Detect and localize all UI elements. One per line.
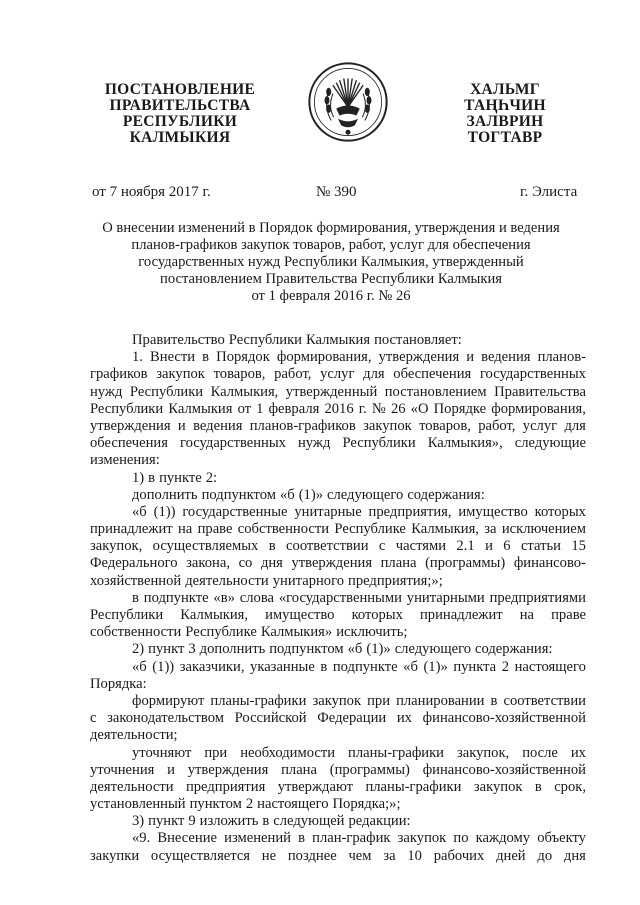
body-word: от — [237, 400, 252, 417]
document-city: г. Элиста — [520, 184, 578, 200]
body-word: 1) — [132, 469, 145, 486]
body-word: за — [383, 847, 396, 864]
body-word: Внести — [150, 349, 196, 366]
body-line — [90, 573, 586, 590]
header-right-line: ХАЛЬМГ — [470, 81, 540, 98]
body-word: обеспечения — [393, 366, 472, 383]
body-line — [90, 641, 586, 658]
body-word: планы-графики — [348, 744, 444, 761]
body-word: и — [485, 538, 493, 555]
header-russian-title — [100, 82, 260, 146]
body-word: закупок — [312, 692, 362, 709]
body-word: утвержденный — [285, 383, 378, 400]
body-word: (1)» — [423, 658, 448, 675]
body-word: осуществляемых — [152, 538, 259, 555]
body-word: при — [204, 744, 228, 761]
coat-of-arms-icon — [306, 60, 390, 144]
header-left-line: ПОСТАНОВЛЕНИЕ — [104, 81, 256, 98]
body-word: принадлежит — [419, 607, 503, 623]
body-word: плана — [380, 555, 417, 572]
body-word: «в» — [213, 589, 235, 606]
body-word: изложить — [199, 813, 259, 830]
body-word: срок, — [554, 778, 586, 795]
body-word: дополнить — [199, 641, 266, 658]
body-word: настоящего — [514, 658, 586, 675]
body-word: закупок — [473, 778, 523, 795]
body-word: в — [262, 813, 270, 830]
body-word: «б — [132, 658, 147, 675]
body-word: пункт — [148, 641, 185, 658]
body-line — [90, 693, 586, 710]
body-word: унитарными — [406, 589, 485, 606]
body-word: закупок — [156, 366, 205, 383]
body-word: 3) — [132, 813, 145, 830]
body-word: планов- — [537, 349, 586, 366]
body-line — [90, 848, 586, 865]
body-word: Российской — [234, 710, 307, 727]
body-word: Республики — [342, 435, 416, 452]
body-word: нужд — [298, 435, 331, 452]
body-word: деятельности — [90, 778, 174, 795]
body-word: услуг — [522, 417, 558, 434]
body-word: утверждения — [90, 417, 171, 434]
body-line — [90, 796, 586, 813]
body-word: изменения: — [90, 452, 160, 469]
body-word: графиков — [90, 366, 148, 383]
body-word: и — [177, 417, 186, 434]
body-word: праве — [551, 607, 586, 623]
document-title — [96, 220, 566, 305]
body-word: Правительство — [132, 332, 225, 348]
body-word: формирования, — [276, 349, 372, 366]
body-word: ведения — [481, 349, 531, 366]
body-word: по — [453, 830, 469, 847]
body-word: финансово- — [513, 555, 586, 572]
body-word: утверждения — [291, 555, 373, 572]
body-word: законодательством — [107, 710, 224, 727]
body-word: имущество — [265, 607, 335, 623]
body-line — [90, 487, 586, 504]
body-word: частями — [395, 538, 447, 555]
body-word: со — [238, 555, 253, 572]
body-word: осуществляется — [150, 847, 251, 864]
body-line — [90, 366, 586, 383]
body-word: на — [519, 607, 535, 623]
body-word: указанные — [250, 658, 315, 675]
title-line: от 1 февраля 2016 г. № 26 — [251, 288, 411, 304]
body-word: подпункте — [143, 589, 209, 606]
body-word: заказчики, — [179, 658, 245, 675]
body-word: для — [564, 417, 586, 434]
body-word: для — [363, 366, 385, 383]
body-word: государственные — [182, 503, 288, 520]
body-word: слова — [239, 589, 274, 606]
body-word: соответствии — [286, 538, 369, 555]
body-word: Порядок — [216, 349, 270, 366]
body-word: принадлежит — [90, 521, 173, 538]
body-line — [90, 332, 586, 349]
body-word: «государственными — [278, 589, 402, 606]
body-word: «б — [403, 658, 418, 675]
body-word: статьи — [520, 538, 561, 555]
header-right-line: ЗАЛВРИН — [466, 113, 544, 130]
body-word: Республике — [334, 521, 406, 538]
body-word: Правительства — [494, 383, 586, 400]
body-word: 15 — [571, 538, 586, 555]
body-word: № — [371, 400, 386, 417]
body-word: Калмыкия — [305, 332, 371, 348]
body-line — [90, 590, 586, 607]
body-line — [90, 607, 586, 624]
body-word: (1)» — [366, 641, 391, 658]
body-word: пунктом — [189, 796, 242, 813]
body-word: дополнить — [132, 486, 198, 503]
body-line — [90, 710, 586, 727]
body-word: 2 — [501, 658, 510, 675]
body-word: которых — [534, 503, 586, 520]
body-word: предприятия, — [368, 503, 452, 520]
body-line — [90, 401, 586, 418]
document-body — [90, 332, 586, 865]
body-word: Федерации — [317, 710, 387, 727]
document-number: № 390 — [316, 184, 357, 200]
body-word: объекту — [537, 830, 586, 847]
body-word: пункта — [453, 658, 497, 675]
body-word: следующего — [394, 641, 471, 658]
body-word: утверждения — [187, 761, 269, 778]
body-word: и — [466, 349, 475, 366]
body-word: унитарные — [294, 503, 362, 520]
body-word: 2: — [205, 469, 218, 486]
body-word: соответствии — [503, 692, 586, 709]
body-word: план-график — [312, 830, 391, 847]
body-word: формирования, — [491, 400, 586, 417]
body-word: уточняют — [132, 744, 192, 761]
body-word: работ, — [274, 366, 312, 383]
body-line — [90, 745, 586, 762]
body-line — [90, 830, 586, 847]
body-word: планы-графики — [365, 778, 462, 795]
body-word: имущество — [458, 503, 528, 520]
body-word: ведения — [193, 417, 243, 434]
body-line — [90, 349, 586, 366]
body-word: 2 — [245, 796, 254, 813]
body-word: «б — [132, 503, 147, 520]
body-word: закона, — [186, 555, 230, 572]
body-word: унитарного — [272, 572, 345, 589]
body-word: в — [534, 778, 542, 795]
body-word: закупок, — [456, 744, 510, 761]
body-word: их — [396, 710, 412, 727]
header-right-line: ТОГТАВР — [467, 129, 543, 146]
body-word: 1. — [132, 349, 143, 366]
header-left-line: РЕСПУБЛИКИ — [122, 113, 238, 130]
body-word: изменений — [224, 830, 291, 847]
body-word: рабочих — [433, 847, 485, 864]
body-word: формируют — [132, 692, 205, 709]
body-word: нужд — [90, 383, 123, 400]
body-word: настоящего — [257, 796, 329, 813]
body-word: при — [367, 692, 391, 709]
body-word: следующей — [273, 813, 345, 830]
body-word: праве — [197, 521, 233, 538]
body-line — [90, 538, 586, 555]
body-word: «О — [410, 400, 429, 417]
body-word: Республики — [90, 607, 164, 623]
body-word: на — [177, 521, 193, 538]
body-word: с — [90, 710, 97, 727]
body-word: планы-графики — [210, 692, 307, 709]
body-word: «б — [279, 486, 295, 503]
body-word: закупок — [397, 830, 447, 847]
title-line: постановлением Правительства Республики Калмыкия — [160, 271, 502, 287]
body-word: 26 — [390, 400, 406, 417]
body-word: пункт — [148, 813, 185, 830]
body-word: постановляет: — [374, 332, 462, 348]
body-word: 2) — [132, 641, 145, 658]
body-word: дня — [260, 555, 283, 572]
body-word: Порядка: — [90, 675, 147, 692]
body-word: в — [490, 692, 498, 709]
body-word: Калмыкия, — [411, 521, 479, 538]
body-word: в — [148, 469, 156, 486]
body-word: товаров, — [213, 366, 266, 383]
body-word: в — [202, 349, 210, 366]
header-left-line: ПРАВИТЕЛЬСТВА — [109, 97, 251, 114]
body-word: Калмыкия», — [427, 435, 503, 452]
body-word: в — [320, 658, 328, 675]
body-word: государственных — [179, 435, 286, 452]
body-word: подпунктом — [201, 486, 276, 503]
title-line: государственных нужд Республики Калмыкия, утвержденный — [138, 254, 524, 270]
body-line — [90, 659, 586, 676]
body-word: (1)) — [153, 503, 176, 520]
body-word: чем — [348, 847, 372, 864]
body-word: закупок, — [90, 538, 143, 555]
body-word: Калмыкия — [168, 400, 233, 417]
body-word: Калмыкия» — [260, 624, 333, 641]
body-word: Республике — [185, 624, 257, 641]
body-word: 10 — [407, 847, 422, 864]
body-word: 2016 — [324, 400, 354, 417]
body-line — [90, 521, 586, 538]
body-word: исключить; — [336, 624, 408, 641]
body-word: Республики — [228, 332, 302, 348]
header-right-line: ТАҢҺЧИН — [464, 97, 546, 114]
body-word: плана — [281, 761, 317, 778]
body-word: Порядке — [433, 400, 487, 417]
body-word: «9. — [132, 830, 151, 847]
body-word: в — [268, 538, 276, 555]
body-word: не — [261, 847, 277, 864]
body-word: г. — [358, 400, 367, 417]
body-word: в — [298, 830, 306, 847]
body-line — [90, 555, 586, 572]
body-line — [90, 727, 586, 744]
body-word: (программы) — [329, 761, 410, 778]
body-word: Калмыкия, — [210, 383, 279, 400]
body-word: планировании — [396, 692, 485, 709]
body-word: услуг — [320, 366, 355, 383]
body-word: предприятиями — [489, 589, 586, 606]
body-word: 9 — [188, 813, 196, 830]
body-word: 2.1 — [456, 538, 475, 555]
body-word: 1 — [256, 400, 264, 417]
body-word: дня — [563, 847, 586, 864]
body-word: Порядка;»; — [332, 796, 401, 813]
body-word: каждому — [475, 830, 531, 847]
title-line: планов-графиков закупок товаров, работ, услуг для обеспечения — [131, 237, 531, 253]
body-word: закупок — [363, 417, 412, 434]
body-word: (1)» — [298, 486, 324, 503]
body-word: обеспечения — [90, 435, 168, 452]
body-word: (1)) — [152, 658, 175, 675]
body-word: подпункте — [332, 658, 398, 675]
body-word: утверждения — [378, 349, 460, 366]
body-line — [90, 452, 586, 469]
body-word: работ, — [478, 417, 516, 434]
body-word: необходимости — [240, 744, 336, 761]
body-word: утверждают — [277, 778, 354, 795]
body-word: Федерального — [90, 555, 178, 572]
body-word: исключением — [501, 521, 586, 538]
body-word: установленный — [90, 796, 186, 813]
body-word: позднее — [287, 847, 337, 864]
body-line — [90, 470, 586, 487]
body-word: финансово-хозяйственной — [422, 761, 586, 778]
body-word: постановлением — [384, 383, 487, 400]
body-line — [90, 418, 586, 435]
header-kalmyk-title — [440, 82, 570, 146]
body-word: следующего — [327, 486, 404, 503]
body-word: закупки — [90, 847, 140, 864]
body-word: «б — [347, 641, 363, 658]
body-word: планов-графиков — [249, 417, 356, 434]
title-line: О внесении изменений в Порядок формирования, утверждения и ведения — [102, 220, 560, 236]
body-word: 6 — [503, 538, 511, 555]
body-word: предприятия;»; — [348, 572, 443, 589]
body-line — [90, 624, 586, 641]
body-line — [90, 762, 586, 779]
body-word: собственности — [237, 521, 330, 538]
body-word: пункте — [159, 469, 202, 486]
body-word: деятельности; — [90, 727, 178, 744]
body-word: февраля — [268, 400, 320, 417]
body-word: государственных — [479, 366, 586, 383]
body-line — [90, 384, 586, 401]
body-word: подпунктом — [269, 641, 344, 658]
body-word: 3 — [188, 641, 196, 658]
body-word: собственности — [90, 624, 182, 641]
body-word: хозяйственной — [90, 572, 182, 589]
body-word: предприятия — [185, 778, 266, 795]
body-word: Республики — [129, 383, 204, 400]
body-word: за — [484, 521, 497, 538]
body-word: Республики — [90, 400, 164, 417]
body-line — [90, 676, 586, 693]
body-word: Калмыкия, — [180, 607, 249, 623]
body-line — [90, 813, 586, 830]
header-left-line: КАЛМЫКИЯ — [129, 129, 231, 146]
body-word: уточнения — [90, 761, 155, 778]
body-line — [90, 504, 586, 521]
body-word: финансово-хозяйственной — [422, 710, 586, 727]
body-word: в — [132, 589, 139, 606]
body-line — [90, 779, 586, 796]
body-word: редакции: — [348, 813, 411, 830]
body-word: которых — [351, 607, 403, 623]
document-date: от 7 ноября 2017 г. — [92, 184, 211, 200]
body-word: и — [167, 761, 175, 778]
body-word: их — [570, 744, 586, 761]
body-word: деятельности — [185, 572, 269, 589]
body-line — [90, 435, 586, 452]
body-word: дней — [496, 847, 526, 864]
body-word: (программы) — [425, 555, 506, 572]
body-word: следующие — [514, 435, 586, 452]
body-word: Внесение — [157, 830, 218, 847]
body-word: с — [378, 538, 386, 555]
body-word: содержания: — [475, 641, 553, 658]
body-word: товаров, — [419, 417, 471, 434]
body-word: содержания: — [407, 486, 485, 503]
body-word: после — [522, 744, 558, 761]
body-word: до — [537, 847, 553, 864]
